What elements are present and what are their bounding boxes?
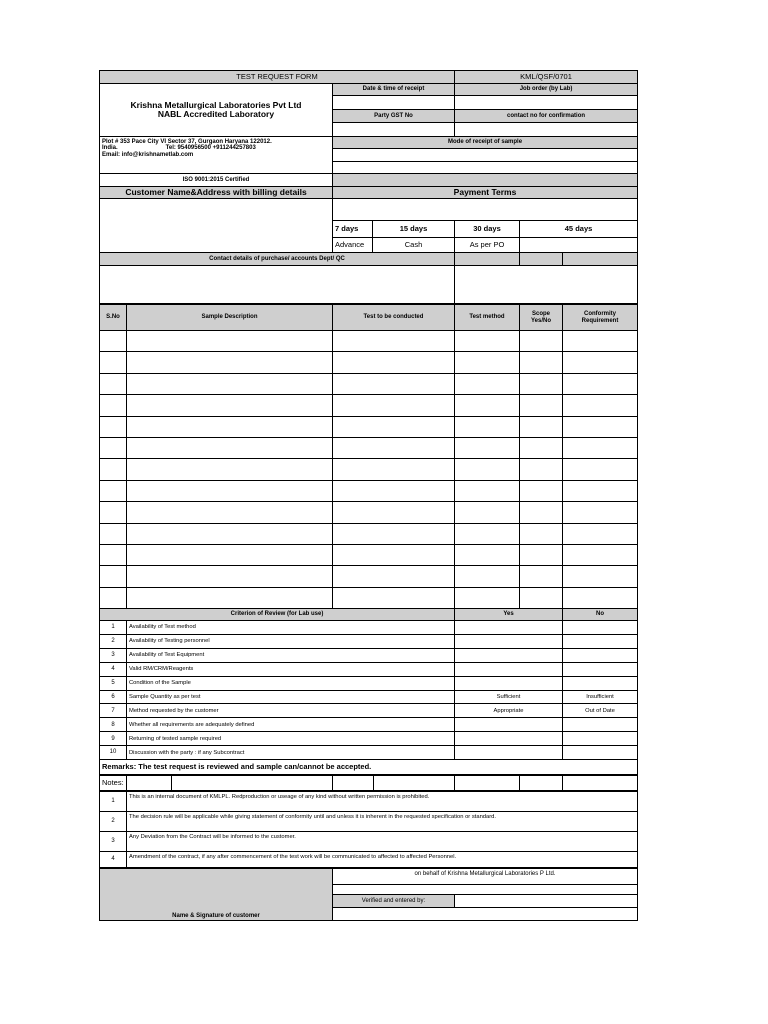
sno-header: S.No [100, 305, 127, 331]
note-number: 2 [100, 811, 127, 831]
criterion-no[interactable]: Out of Date [563, 704, 638, 718]
criterion-text: Sample Quantity as per test [127, 690, 455, 704]
criterion-yes[interactable] [455, 662, 563, 676]
form-title: TEST REQUEST FORM [100, 71, 455, 84]
note-row [100, 851, 638, 867]
review-header-row [100, 609, 638, 621]
note-text: The decision rule will be applicable while giving statement of conformity until and unless it is inherent in the requested specification or standard. [127, 811, 638, 831]
mode-cash[interactable]: Cash [373, 238, 455, 253]
conformity-cell[interactable] [563, 480, 638, 501]
payment-terms-label: Payment Terms [333, 187, 638, 199]
review-row [100, 676, 638, 690]
method-cell[interactable] [455, 544, 520, 565]
review-row [100, 690, 638, 704]
note-number: 1 [100, 791, 127, 811]
criterion-number: 10 [100, 746, 127, 760]
sno-cell[interactable] [100, 416, 127, 437]
method-cell[interactable] [455, 416, 520, 437]
company-block [100, 84, 333, 137]
sample-row [100, 523, 638, 544]
conformity-cell[interactable] [563, 459, 638, 480]
gray-cell [520, 253, 563, 266]
test-cell[interactable] [333, 566, 455, 587]
term-15-days[interactable]: 15 days [373, 221, 455, 238]
contact-confirm-label: contact no for confirmation [455, 110, 638, 123]
criterion-no[interactable] [563, 732, 638, 746]
samples-header-row [100, 305, 638, 331]
address-country: India. [102, 145, 118, 152]
notes-label-table [99, 775, 638, 791]
test-cell[interactable] [333, 331, 455, 352]
sno-cell[interactable] [100, 437, 127, 458]
test-header: Test to be conducted [333, 305, 455, 331]
contact-confirm-field[interactable] [455, 123, 638, 137]
review-row [100, 621, 638, 635]
notes-table [99, 791, 638, 868]
description-cell[interactable] [127, 352, 333, 373]
test-cell[interactable] [333, 437, 455, 458]
conformity-line-1: Conformity [584, 311, 616, 318]
scope-cell[interactable] [520, 352, 563, 373]
criterion-no[interactable]: Insufficient [563, 690, 638, 704]
review-row [100, 704, 638, 718]
description-cell[interactable] [127, 437, 333, 458]
scope-cell[interactable] [520, 587, 563, 608]
criterion-text: Availability of Testing personnel [127, 634, 455, 648]
note-number: 4 [100, 851, 127, 867]
sno-cell[interactable] [100, 544, 127, 565]
criterion-text: Availability of Test method [127, 621, 455, 635]
criterion-text: Availability of Test Equipment [127, 648, 455, 662]
note-number: 3 [100, 831, 127, 851]
method-cell[interactable] [455, 566, 520, 587]
address-line: Plot # 353 Pace City VI Sector 37, Gurgaon Haryana 122012. [102, 139, 272, 145]
test-cell[interactable] [333, 416, 455, 437]
test-cell[interactable] [333, 544, 455, 565]
criterion-number: 3 [100, 648, 127, 662]
note-text: Amendment of the contract, if any after commencement of the test work will be communicated to affected to affected Personnel. [127, 851, 638, 867]
test-cell[interactable] [333, 587, 455, 608]
criterion-text: Returning of tested sample required [127, 732, 455, 746]
description-cell[interactable] [127, 416, 333, 437]
conformity-cell[interactable] [563, 523, 638, 544]
notes-box[interactable] [374, 775, 455, 790]
conformity-cell[interactable] [563, 395, 638, 416]
criterion-number: 2 [100, 634, 127, 648]
contact-details-label: Contact details of purchase/ accounts Dept/ QC [100, 253, 455, 266]
description-cell[interactable] [127, 331, 333, 352]
note-row [100, 831, 638, 851]
method-cell[interactable] [455, 459, 520, 480]
criterion-text: Whether all requirements are adequately defined [127, 718, 455, 732]
criterion-yes[interactable] [455, 676, 563, 690]
on-behalf: on behalf of Krishna Metallurgical Laboratories P Ltd. [333, 868, 638, 884]
criterion-number: 1 [100, 621, 127, 635]
job-order-field[interactable] [455, 96, 638, 110]
description-cell[interactable] [127, 373, 333, 394]
payment-terms-field[interactable] [333, 199, 638, 221]
sno-cell[interactable] [100, 395, 127, 416]
customer-signature: Name & Signature of customer [100, 868, 333, 920]
criterion-number: 9 [100, 732, 127, 746]
method-cell[interactable] [455, 480, 520, 501]
mode-advance[interactable]: Advance [333, 238, 373, 253]
criterion-number: 7 [100, 704, 127, 718]
notes-box[interactable] [172, 775, 333, 790]
sample-row [100, 566, 638, 587]
criterion-no[interactable] [563, 634, 638, 648]
header-table [99, 70, 638, 304]
criterion-number: 5 [100, 676, 127, 690]
scope-header [520, 305, 563, 331]
gray-cell [455, 253, 520, 266]
mode-as-per-po[interactable]: As per PO [455, 238, 520, 253]
contact-details-right[interactable] [455, 266, 638, 304]
note-text: Any Deviation from the Contract will be informed to the customer. [127, 831, 638, 851]
criterion-yes[interactable] [455, 718, 563, 732]
criterion-yes[interactable] [455, 634, 563, 648]
date-time-label: Date & time of receipt [333, 84, 455, 96]
term-30-days[interactable]: 30 days [455, 221, 520, 238]
scope-cell[interactable] [520, 373, 563, 394]
scope-cell[interactable] [520, 331, 563, 352]
sno-cell[interactable] [100, 480, 127, 501]
scope-cell[interactable] [520, 566, 563, 587]
mode-blank[interactable] [520, 238, 638, 253]
conformity-cell[interactable] [563, 437, 638, 458]
address-block [100, 137, 333, 174]
scope-cell[interactable] [520, 459, 563, 480]
signature-space[interactable] [333, 884, 638, 894]
conformity-cell[interactable] [563, 587, 638, 608]
sno-cell[interactable] [100, 523, 127, 544]
notes-box[interactable] [455, 775, 520, 790]
method-cell[interactable] [455, 352, 520, 373]
sno-cell[interactable] [100, 459, 127, 480]
description-cell[interactable] [127, 566, 333, 587]
scope-cell[interactable] [520, 416, 563, 437]
customer-address-field[interactable] [100, 199, 333, 253]
sample-row [100, 459, 638, 480]
sample-row [100, 480, 638, 501]
conformity-line-2: Requirement [581, 317, 619, 324]
conformity-cell[interactable] [563, 566, 638, 587]
test-cell[interactable] [333, 459, 455, 480]
review-row [100, 662, 638, 676]
footer-table [99, 868, 638, 921]
method-cell[interactable] [455, 437, 520, 458]
method-cell[interactable] [455, 502, 520, 523]
sample-row [100, 544, 638, 565]
job-order-label: Job order (by Lab) [455, 84, 638, 96]
test-cell[interactable] [333, 395, 455, 416]
review-header: Criterion of Review (for Lab use) [100, 609, 455, 621]
test-cell[interactable] [333, 352, 455, 373]
sno-cell[interactable] [100, 373, 127, 394]
gst-label: Party GST No [333, 110, 455, 123]
scope-cell[interactable] [520, 395, 563, 416]
review-row [100, 648, 638, 662]
criterion-text: Discussion with the party : if any Subcontract [127, 746, 455, 760]
note-row [100, 791, 638, 811]
notes-box[interactable] [520, 775, 563, 790]
notes-box[interactable] [333, 775, 374, 790]
test-cell[interactable] [333, 502, 455, 523]
sample-row [100, 416, 638, 437]
conformity-cell[interactable] [563, 502, 638, 523]
scope-line-2: Yes/No [530, 317, 551, 324]
sample-row [100, 437, 638, 458]
method-cell[interactable] [455, 523, 520, 544]
verified-field[interactable] [455, 894, 638, 907]
term-7-days[interactable]: 7 days [333, 221, 373, 238]
sample-row [100, 331, 638, 352]
review-row [100, 746, 638, 760]
sno-cell[interactable] [100, 352, 127, 373]
test-cell[interactable] [333, 480, 455, 501]
contact-details-field[interactable] [100, 266, 455, 304]
review-row [100, 732, 638, 746]
sno-cell[interactable] [100, 502, 127, 523]
phone-number: Tel: 9540956500 +911244257803 [165, 145, 256, 152]
conformity-cell[interactable] [563, 373, 638, 394]
description-header: Sample Description [127, 305, 333, 331]
criterion-yes[interactable] [455, 648, 563, 662]
verified-label: Verified and entered by: [333, 894, 455, 907]
criterion-yes[interactable] [455, 621, 563, 635]
sno-cell[interactable] [100, 587, 127, 608]
review-no-header: No [563, 609, 638, 621]
scope-cell[interactable] [520, 480, 563, 501]
notes-box[interactable] [127, 775, 172, 790]
scope-cell[interactable] [520, 437, 563, 458]
description-cell[interactable] [127, 587, 333, 608]
description-cell[interactable] [127, 523, 333, 544]
conformity-cell[interactable] [563, 544, 638, 565]
conformity-cell[interactable] [563, 416, 638, 437]
criterion-no[interactable] [563, 718, 638, 732]
method-cell[interactable] [455, 395, 520, 416]
criterion-number: 6 [100, 690, 127, 704]
sno-cell[interactable] [100, 566, 127, 587]
criterion-no[interactable] [563, 676, 638, 690]
notes-label: Notes: [100, 775, 127, 790]
method-cell[interactable] [455, 587, 520, 608]
accreditation: NABL Accredited Laboratory [157, 109, 275, 119]
samples-table [99, 304, 638, 775]
footer-blank[interactable] [333, 907, 638, 920]
remarks: Remarks: The test request is reviewed and sample can/cannot be accepted. [100, 759, 638, 774]
gst-field[interactable] [333, 123, 455, 137]
customer-name-label: Customer Name&Address with billing details [100, 187, 333, 199]
description-cell[interactable] [127, 480, 333, 501]
scope-cell[interactable] [520, 544, 563, 565]
description-cell[interactable] [127, 395, 333, 416]
mode-receipt-field-2[interactable] [333, 162, 638, 174]
conformity-cell[interactable] [563, 331, 638, 352]
company-name: Krishna Metallurgical Laboratories Pvt Ltd [130, 100, 302, 111]
sno-cell[interactable] [100, 331, 127, 352]
test-cell[interactable] [333, 523, 455, 544]
scope-cell[interactable] [520, 523, 563, 544]
method-cell[interactable] [455, 331, 520, 352]
review-row [100, 634, 638, 648]
criterion-yes[interactable]: Appropriate [455, 704, 563, 718]
sample-row [100, 352, 638, 373]
criterion-number: 8 [100, 718, 127, 732]
spacer-cell [333, 174, 638, 187]
method-header: Test method [455, 305, 520, 331]
criterion-yes[interactable] [455, 746, 563, 760]
iso-certified: ISO 9001:2015 Certified [100, 174, 333, 187]
conformity-cell[interactable] [563, 352, 638, 373]
criterion-no[interactable] [563, 746, 638, 760]
review-yes-header: Yes [455, 609, 563, 621]
mode-receipt-field[interactable] [333, 149, 638, 162]
test-cell[interactable] [333, 373, 455, 394]
notes-box[interactable] [563, 775, 638, 790]
form-code: KML/QSF/0701 [455, 71, 638, 84]
sample-row [100, 502, 638, 523]
sample-row [100, 373, 638, 394]
description-cell[interactable] [127, 544, 333, 565]
criterion-text: Method requested by the customer [127, 704, 455, 718]
note-row [100, 811, 638, 831]
term-45-days[interactable]: 45 days [520, 221, 638, 238]
scope-cell[interactable] [520, 502, 563, 523]
gray-cell [563, 253, 638, 266]
criterion-no[interactable] [563, 648, 638, 662]
review-row [100, 718, 638, 732]
mode-receipt-label: Mode of receipt of sample [333, 137, 638, 149]
criterion-no[interactable] [563, 662, 638, 676]
date-time-field[interactable] [333, 96, 455, 110]
sample-row [100, 395, 638, 416]
description-cell[interactable] [127, 459, 333, 480]
criterion-text: Condition of the Sample [127, 676, 455, 690]
criterion-text: Valid RM/CRM/Reagents [127, 662, 455, 676]
email: Email: info@krishnametlab.com [102, 151, 194, 158]
sample-row [100, 587, 638, 608]
criterion-yes[interactable] [455, 732, 563, 746]
criterion-number: 4 [100, 662, 127, 676]
method-cell[interactable] [455, 373, 520, 394]
description-cell[interactable] [127, 502, 333, 523]
note-text: This is an internal document of KMLPL. Redproduction or useage of any kind without written permission is prohibited. [127, 791, 638, 811]
criterion-no[interactable] [563, 621, 638, 635]
scope-line-1: Scope [531, 311, 550, 318]
test-request-form [99, 70, 637, 921]
conformity-header [563, 305, 638, 331]
criterion-yes[interactable]: Sufficient [455, 690, 563, 704]
